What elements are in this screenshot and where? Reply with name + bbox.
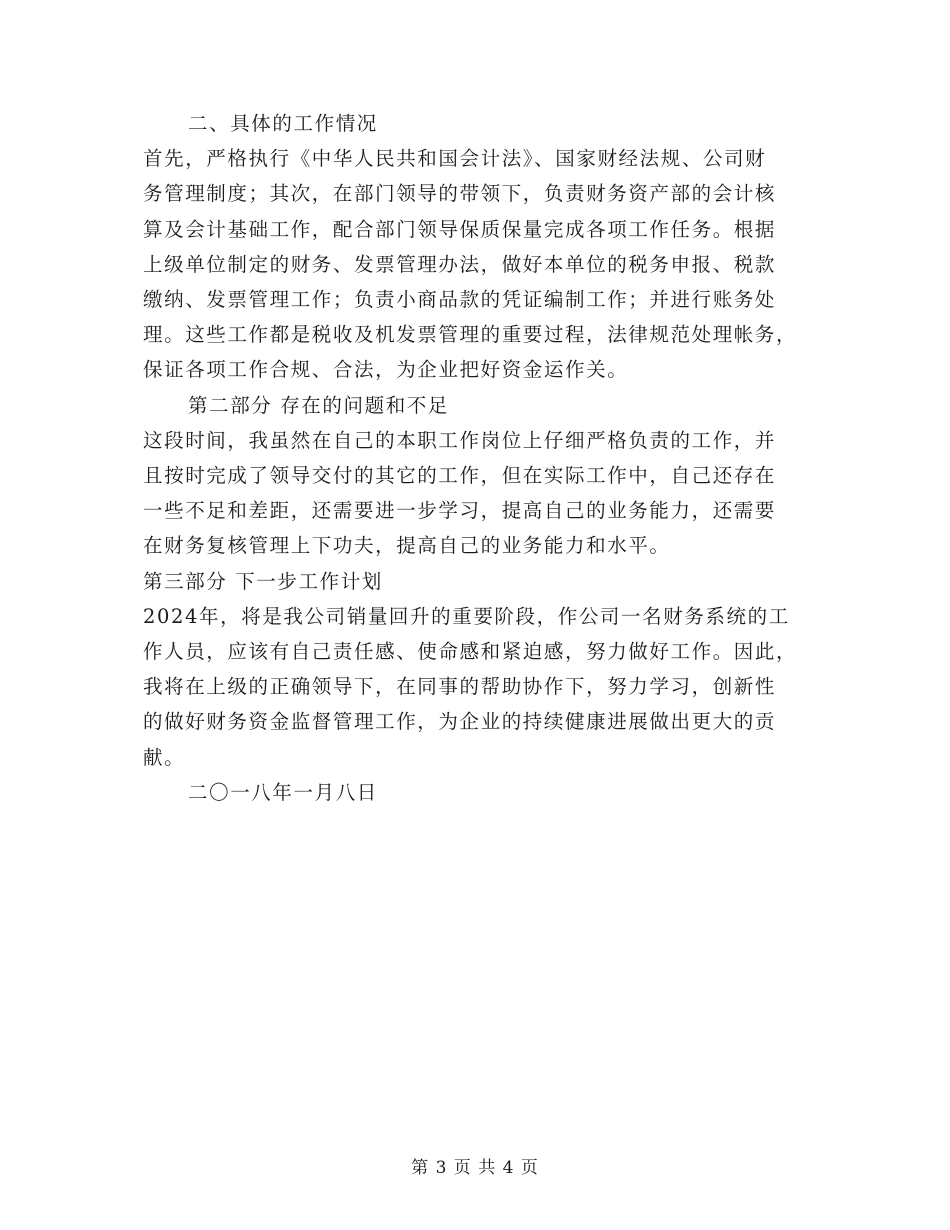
paragraph-line: 上级单位制定的财务、发票管理办法，做好本单位的税务申报、税款 <box>143 252 777 276</box>
paragraph-line: 首先，严格执行《中华人民共和国会计法》、国家财经法规、公司财 <box>143 147 767 171</box>
paragraph-line: 缴纳、发票管理工作；负责小商品款的凭证编制工作；并进行账务处 <box>143 288 777 312</box>
page-footer <box>0 1153 950 1178</box>
page-number-label: 第 3 页 共 4 页 <box>411 1158 539 1178</box>
section-heading-part-three: 第三部分 下一步工作计划 <box>143 569 383 593</box>
paragraph-line: 务管理制度；其次，在部门领导的带领下，负责财务资产部的会计核 <box>143 182 777 206</box>
paragraph-line: 在财务复核管理上下功夫，提高自己的业务能力和水平。 <box>143 534 671 558</box>
paragraph-line: 算及会计基础工作，配合部门领导保质保量完成各项工作任务。根据 <box>143 217 777 241</box>
paragraph-line: 且按时完成了领导交付的其它的工作，但在实际工作中，自己还存在 <box>143 464 777 488</box>
paragraph-line: 作人员，应该有自己责任感、使命感和紧迫感，努力做好工作。因此， <box>143 640 798 664</box>
paragraph-line: 献。 <box>143 745 186 769</box>
paragraph-line: 这段时间，我虽然在自己的本职工作岗位上仔细严格负责的工作，并 <box>143 428 777 452</box>
paragraph-line: 我将在上级的正确领导下，在同事的帮助协作下，努力学习，创新性 <box>143 675 777 699</box>
paragraph-line: 2024年，将是我公司销量回升的重要阶段，作公司一名财务系统的工 <box>143 604 790 628</box>
paragraph-line: 保证各项工作合规、合法，为企业把好资金运作关。 <box>143 358 629 382</box>
paragraph-line: 的做好财务资金监督管理工作，为企业的持续健康进展做出更大的贡 <box>143 710 777 734</box>
section-heading-work-details: 二、具体的工作情况 <box>188 112 378 135</box>
paragraph-line: 一些不足和差距，还需要进一步学习，提高自己的业务能力，还需要 <box>143 499 777 523</box>
document-date: 二〇一八年一月八日 <box>188 780 378 804</box>
paragraph-line: 理。这些工作都是税收及机发票管理的重要过程，法律规范处理帐务， <box>143 323 798 347</box>
section-heading-part-two: 第二部分 存在的问题和不足 <box>188 393 449 417</box>
document-body <box>143 106 808 810</box>
